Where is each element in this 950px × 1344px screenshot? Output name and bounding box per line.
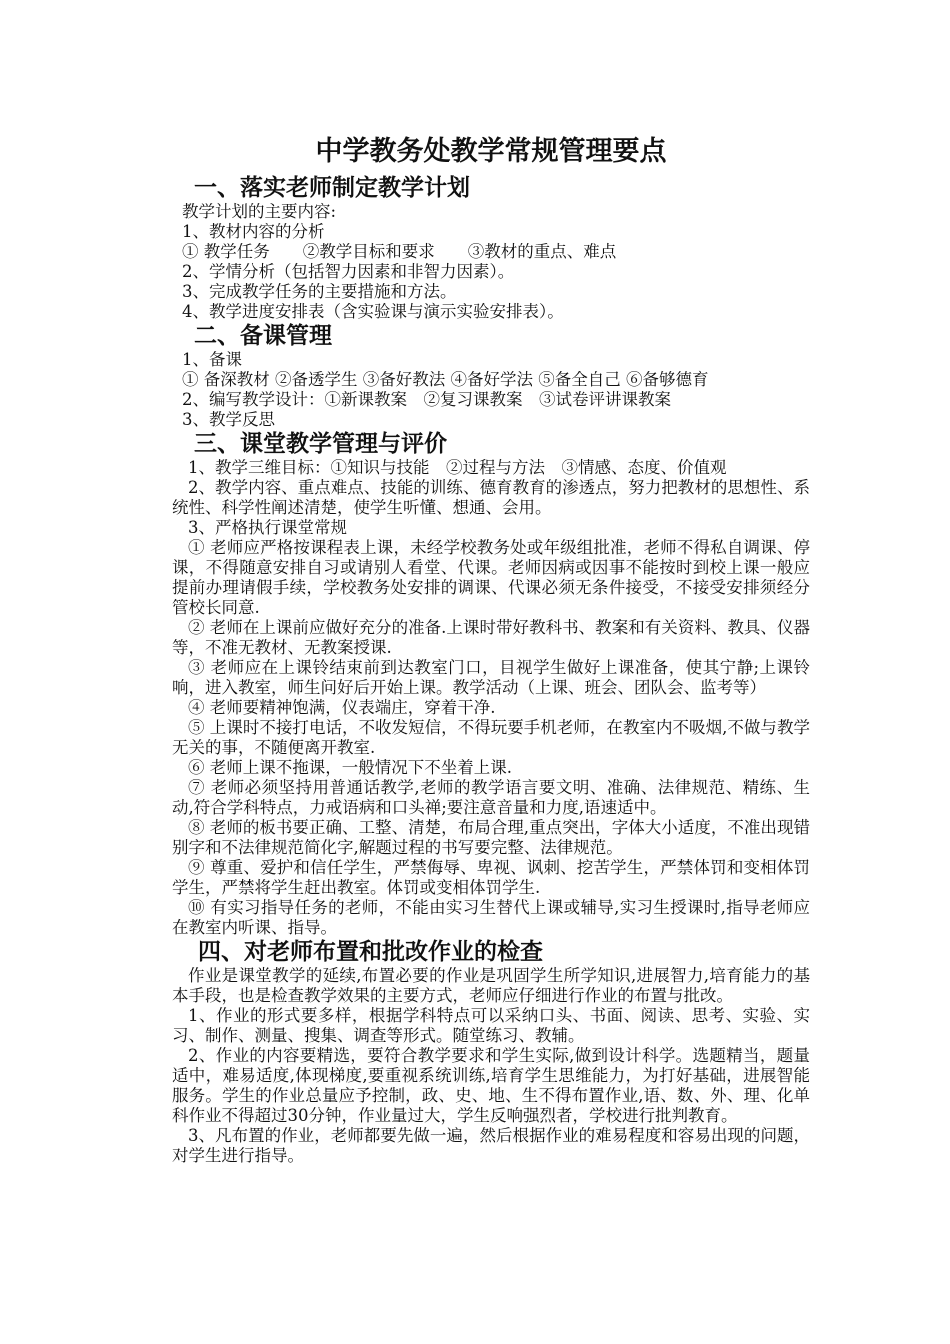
section-4-paragraph: 2、作业的内容要精选，要符合教学要求和学生实际,做到设计科学。选题精当，题量适中，难易适度,体现梯度,要重视系统训练,培育学生思维能力，为打好基础，进展智能服务。学生的作业总量应予控制，政、史、地、生不得布置作业,语、数、外、理、化单科作业不得超过30分钟，作业量过大，学生反响强烈者，学校进行批判教育。 <box>172 1046 810 1125</box>
section-3-paragraph: 2、教学内容、重点难点、技能的训练、德育教育的渗透点，努力把教材的思想性、系统性、科学性阐述清楚，使学生听懂、想通、会用。 <box>172 478 810 517</box>
section-3-paragraph: ⑩ 有实习指导任务的老师，不能由实习生替代上课或辅导,实习生授课时,指导老师应在教室内听课、指导。 <box>172 898 810 937</box>
section-3-paragraph: ⑤ 上课时不接打电话，不收发短信，不得玩要手机老师，在教室内不吸烟,不做与教学无关的事，不随便离开教室. <box>172 718 810 757</box>
section-2-line: 2、编写教学设计：①新课教案 ②复习课教案 ③试卷评讲课教案 <box>182 390 671 409</box>
section-3-paragraph: ⑦ 老师必须坚持用普通话教学,老师的教学语言要文明、准确、法律规范、精练、生动,符合学科特点，力戒语病和口头禅;要注意音量和力度,语速适中。 <box>172 778 810 817</box>
section-3-paragraph: ③ 老师应在上课铃结束前到达教室门口，目视学生做好上课准备，使其宁静;上课铃响，进入教室，师生问好后开始上课。教学活动（上课、班会、团队会、监考等） <box>172 658 810 697</box>
section-2-line: 1、备课 <box>182 350 242 369</box>
section-3-paragraph: 3、严格执行课堂常规 <box>188 518 347 537</box>
section-3-paragraph: ② 老师在上课前应做好充分的准备.上课时带好教科书、教案和有关资料、教具、仪器等，不准无教材、无教案授课. <box>172 618 810 657</box>
section-2-line: 3、教学反思 <box>182 410 275 429</box>
section-3-paragraph: 1、教学三维目标：①知识与技能 ②过程与方法 ③情感、态度、价值观 <box>188 458 727 477</box>
section-1-line: 4、教学进度安排表（含实验课与演示实验安排表）。 <box>182 302 564 321</box>
section-1-line: 教学计划的主要内容: <box>182 202 337 221</box>
section-3-paragraph: ④ 老师要精神饱满，仪表端庄，穿着干净. <box>188 698 496 717</box>
section-2-line: ① 备深教材 ②备透学生 ③备好教法 ④备好学法 ⑤备全自己 ⑥备够德育 <box>182 370 709 389</box>
section-3-paragraph: ① 老师应严格按课程表上课，未经学校教务处或年级组批准，老师不得私自调课、停课，不得随意安排自习或请别人看堂、代课。老师因病或因事不能按时到校上课一般应提前办理请假手续，学校教务处安排的调课、代课必须无条件接受，不接受安排须经分管校长同意. <box>172 538 810 617</box>
section-4-paragraph: 3、凡布置的作业，老师都要先做一遍，然后根据作业的难易程度和容易出现的问题，对学生进行指导。 <box>172 1126 810 1165</box>
section-heading-1: 一、落实老师制定教学计划 <box>194 174 470 201</box>
section-1-line: 2、学情分析（包括智力因素和非智力因素）。 <box>182 262 515 281</box>
section-1-line: ① 教学任务 ②教学目标和要求 ③教材的重点、难点 <box>182 242 617 261</box>
section-1-line: 1、教材内容的分析 <box>182 222 325 241</box>
section-3-paragraph: ⑧ 老师的板书要正确、工整、清楚，布局合理,重点突出，字体大小适度，不准出现错别字和不法律规范简化字,解题过程的书写要完整、法律规范。 <box>172 818 810 857</box>
document-title: 中学教务处教学常规管理要点 <box>315 136 667 167</box>
section-1-line: 3、完成教学任务的主要措施和方法。 <box>182 282 457 301</box>
section-4-paragraph: 作业是课堂教学的延续,布置必要的作业是巩固学生所学知识,进展智力,培育能力的基本手段，也是检查教学效果的主要方式，老师应仔细进行作业的布置与批改。 <box>172 966 810 1005</box>
section-3-paragraph: ⑨ 尊重、爱护和信任学生，严禁侮辱、卑视、讽刺、挖苦学生，严禁体罚和变相体罚学生，严禁将学生赶出教室。体罚或变相体罚学生. <box>172 858 810 897</box>
section-heading-2: 二、备课管理 <box>194 322 332 349</box>
section-heading-4: 四、对老师布置和批改作业的检查 <box>198 938 543 965</box>
section-4-paragraph: 1、作业的形式要多样，根据学科特点可以采纳口头、书面、阅读、思考、实验、实习、制作、测量、搜集、调查等形式。随堂练习、教辅。 <box>172 1006 810 1045</box>
section-3-paragraph: ⑥ 老师上课不拖课，一般情况下不坐着上课. <box>188 758 512 777</box>
section-heading-3: 三、课堂教学管理与评价 <box>194 430 447 457</box>
